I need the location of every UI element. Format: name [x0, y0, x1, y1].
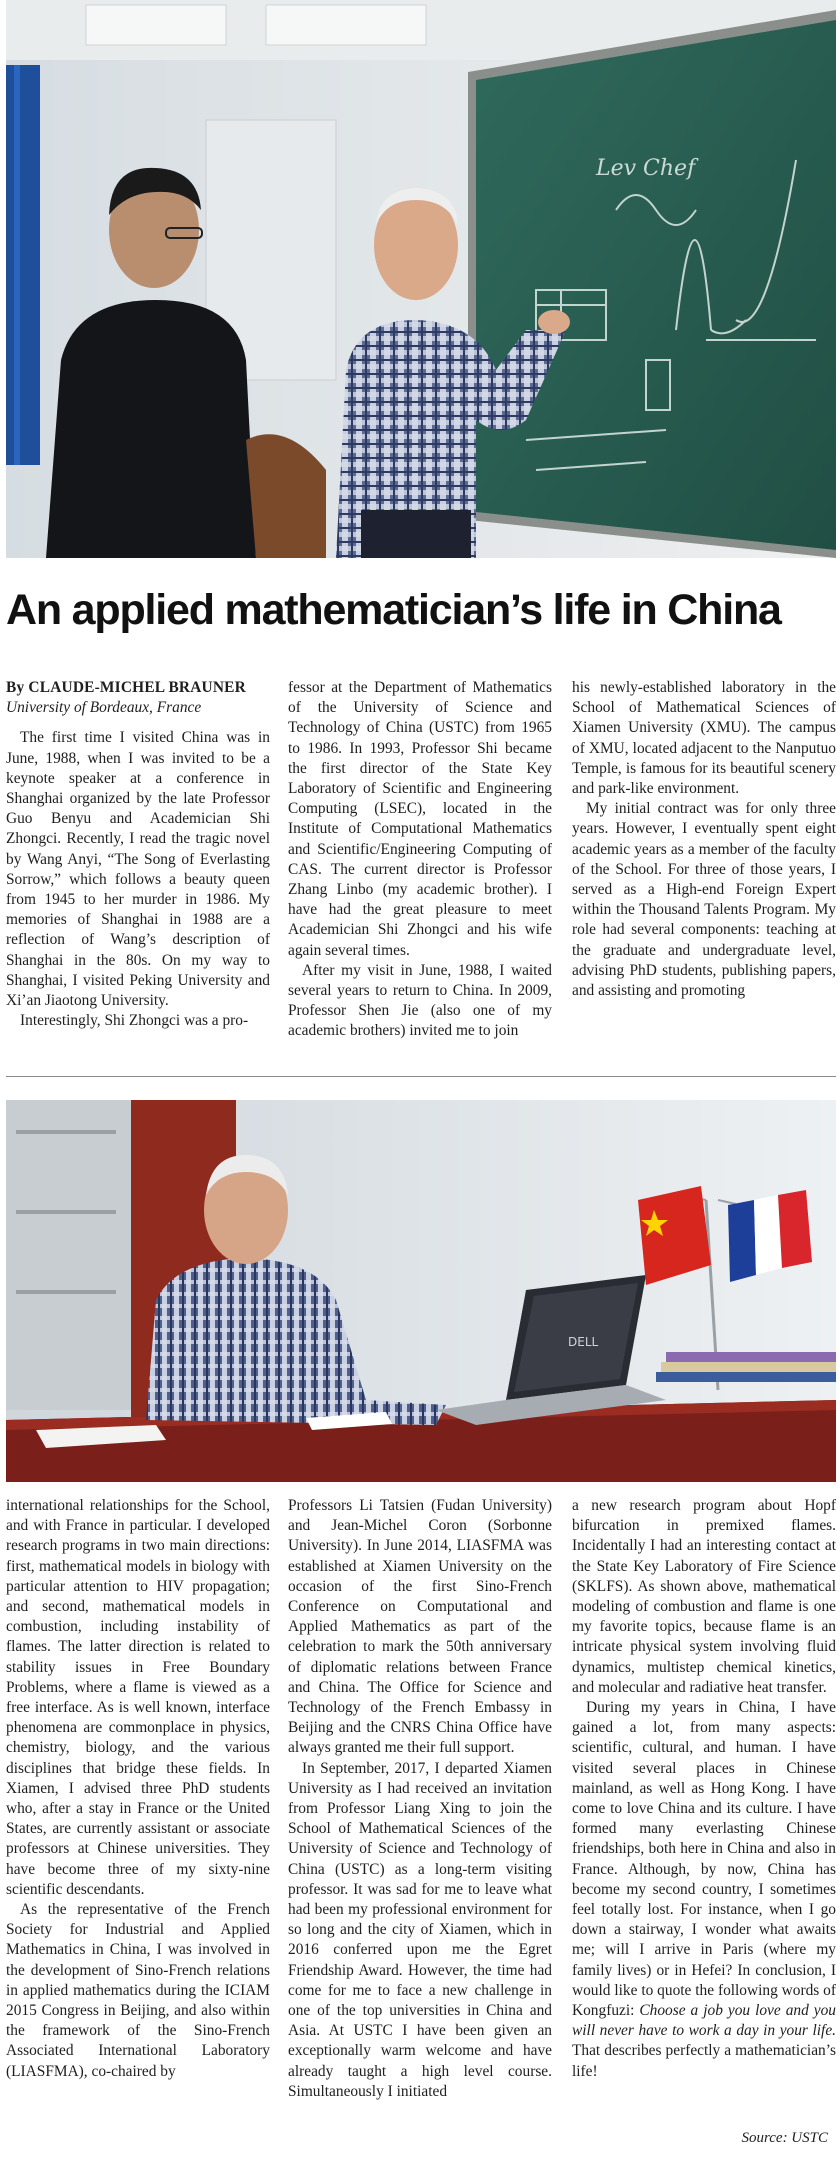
article-headline: An applied mathematician’s life in China	[6, 586, 781, 634]
kongfuzi-quote: Choose a job you love and you will never have to work a day in your life.	[572, 2002, 836, 2040]
column-4	[6, 1496, 270, 2082]
column-6	[572, 1496, 836, 2082]
paragraph: Interestingly, Shi Zhongci was a pro-	[20, 1012, 249, 1030]
author-byline: By CLAUDE-MICHEL BRAUNER	[6, 679, 246, 696]
office-illustration	[6, 1100, 836, 1482]
paragraph-closing	[572, 1698, 836, 2082]
column-1	[6, 678, 270, 1031]
paragraph: In September, 2017, I departed Xiamen University as I had received an invitation from Professor Liang Xing to join the School of Mathematical Sciences of the University of Science and Technology of China (USTC) as a long-term visiting professor. It was sad for me to leave what had been my professional environment for so long and the city of Xiamen, which in 2016 conferred upon me the Egret Friendship Award. However, the time had come for me to face a new challenge in one of the top universities in China and Asia. At USTC I have been given an exceptionally warm welcome and have already taught a high level course. Simultaneously I initiated	[288, 1759, 552, 2100]
paragraph: The first time I visited China was in June, 1988, when I was invited to be a keynote speaker at a conference in Shanghai organized by the late Professor Guo Benyu and Academician Shi Zhongci. Recently, I read the tragic novel by Wang Anyi, “The Song of Everlasting Sorrow,” which follows a beauty queen from 1945 to her murder in 1986. My memories of Shanghai in 1988 are a reflection of Wang’s description of Shanghai in the 80s. On my way to Shanghai, I visited Peking University and Xi’an Jiaotong University.	[6, 729, 270, 1010]
office-photo	[6, 1100, 836, 1482]
paragraph: his newly-established laboratory in the School of Mathematical Sciences of Xiamen University (XMU). The campus of XMU, located adjacent to the Nanputuo Temple, is famous for its beautiful scenery and park-like environment.	[572, 679, 836, 798]
section-divider	[6, 1076, 836, 1077]
photo-source-credit: Source: USTC	[741, 2130, 828, 2146]
column-5	[288, 1496, 552, 2102]
paragraph: My initial contract was for only three years. However, I eventually spent eight academic years as a member of the faculty of the School. For three of those years, I served as a High-end Foreign Expert within the Thousand Talents Program. My role had several components: teaching at the graduate and undergraduate level, advising PhD students, publishing papers, and assisting and promoting	[572, 800, 836, 1000]
paragraph: As the representative of the French Society for Industrial and Applied Mathematics in China, I was involved in the development of Sino-French relations in applied mathematics during the ICIAM 2015 Congress in Beijing, and also within the framework of the Sino-French Associated International Laboratory (LIASFMA), co-chaired by	[6, 1901, 270, 2080]
laptop-brand: DELL	[568, 1335, 599, 1349]
paragraph: a new research program about Hopf bifurcation in premixed flames. Incidentally I had an interesting contact at the State Key Laboratory of Fire Science (SKLFS). As shown above, mathematical modeling of combustion and flame is one my favorite topics, because flame is an intricate physical system involving fluid dynamics, multistep chemical kinetics, and molecular and radiative heat transfer.	[572, 1497, 836, 1696]
paragraph: fessor at the Department of Mathematics of the University of Science and Technology of China (USTC) from 1965 to 1986. In 1993, Professor Shi became the first director of the State Key Laboratory of Scientific and Engineering Computing (LSEC), located in the Institute of Computational Mathematics and Scientific/Engineering Computing of CAS. The current director is Professor Zhang Linbo (my academic brother). I have had the great pleasure to meet Academician Shi Zhongci and his wife again several times.	[288, 679, 552, 959]
author-affiliation: University of Bordeaux, France	[6, 699, 202, 717]
paragraph: international relationships for the School, and with France in particular. I developed research programs in two main directions: first, mathematical models in biology with particular attention to HIV propagation; and second, mathematical models in combustion, including instability of flames. The latter direction is related to stability issues in Free Boundary Problems, where a flame is viewed as a free interface. As is well known, interface phenomena are commonplace in physics, chemistry, biology, and the various disciplines that bridge these fields. In Xiamen, I advised three PhD students who, after a stay in France or the United States, are currently assistant or associate professors at Chinese universities. They have become three of my sixty-nine scientific descendants.	[6, 1497, 270, 1898]
paragraph-text: During my years in China, I have gained a lot, from many aspects: scientific, cultural, and human. I have visited several places in Chinese mainland, as well as Hong Kong. I have come to love China and its culture. I have formed many everlasting Chinese friendships, both here in China and also in France. Although, by now, China has become my second country, I sometimes feel totally lost. For instance, when I go down a stairway, I wonder what awaits me; will I arrive in Paris (where my family lives) or in Hefei? In conclusion, I would like to quote the following words of Kongfuzi:	[572, 1699, 836, 2020]
board-scribble: Lev Chef	[596, 156, 696, 181]
classroom-illustration	[6, 0, 836, 558]
column-3	[572, 678, 836, 1001]
paragraph: Professors Li Tatsien (Fudan University) and Jean-Michel Coron (Sorbonne University). In June 2014, LIASFMA was established at Xiamen University on the occasion of the first Sino-French Conference on Computational and Applied Mathematics as part of the celebration to mark the 50th anniversary of diplomatic relations between France and China. The Office for Science and Technology of the French Embassy in Beijing and the CNRS China Office have always granted me their full support.	[288, 1497, 552, 1757]
paragraph-text: That describes perfectly a mathematician’s life!	[572, 2042, 836, 2080]
paragraph: After my visit in June, 1988, I waited several years to return to China. In 2009, Professor Shen Jie (also one of my academic brothers) invited me to join	[288, 961, 552, 1040]
column-2	[288, 678, 552, 1042]
classroom-photo	[6, 0, 836, 558]
